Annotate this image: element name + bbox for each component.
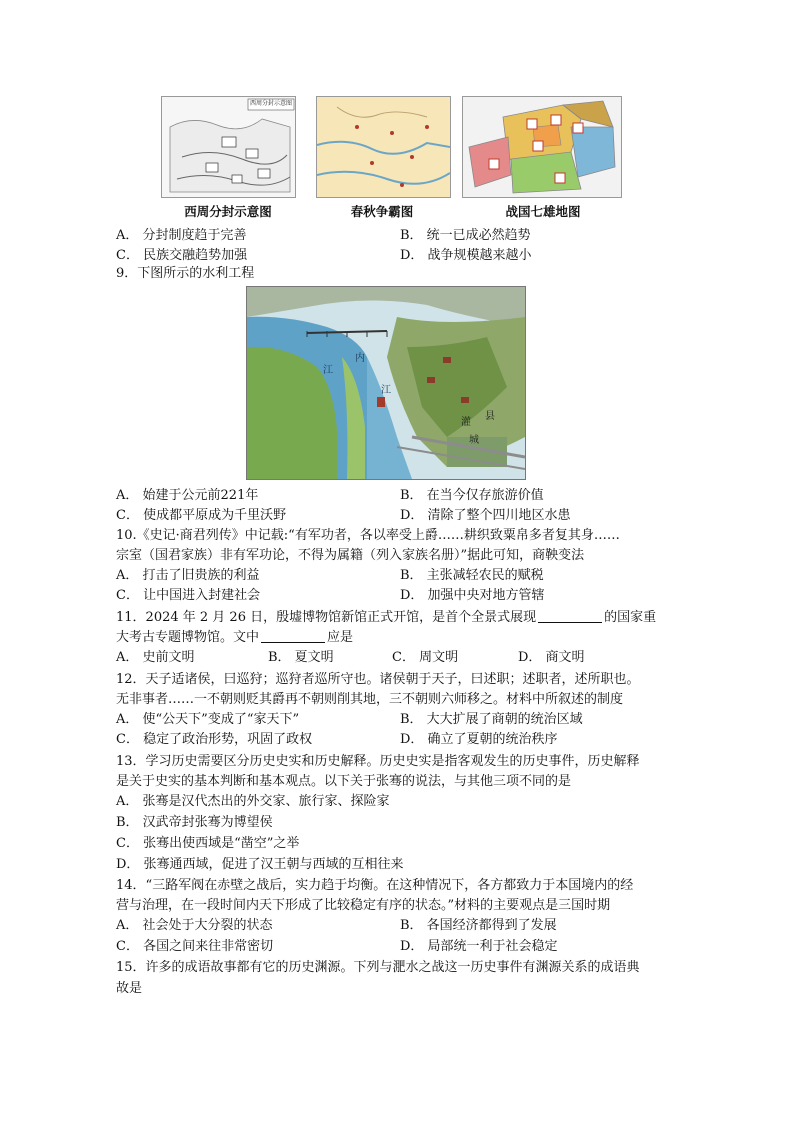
q11-option-a[interactable]: A． 史前文明 [116, 650, 195, 665]
q12-option-c[interactable]: C． 稳定了政治形势，巩固了政权 [116, 732, 313, 747]
q11-text-b: 的国家重 [604, 610, 657, 625]
q11-option-c[interactable]: C． 周文明 [392, 650, 459, 665]
q11-text-c: 大考古专题博物馆。文中 [116, 630, 260, 645]
map-label-river-1: 江 [323, 365, 333, 376]
map1-caption: 西周分封示意图 [184, 204, 272, 219]
q9-stem: 9．下图所示的水利工程 [116, 266, 255, 281]
q10-option-c[interactable]: C． 让中国进入封建社会 [116, 588, 261, 603]
q11-text-d: 应是 [327, 630, 354, 645]
q8-option-c[interactable]: C． 民族交融趋势加强 [116, 248, 248, 263]
q13-option-d[interactable]: D． 张骞通西域，促进了汉王朝与西域的互相往来 [116, 857, 404, 872]
q14-option-d[interactable]: D． 局部统一利于社会稳定 [400, 939, 558, 954]
map2-caption: 春秋争霸图 [350, 204, 414, 219]
q12-stem-line2: 无非事者……一不朝则贬其爵再不朝则削其地，三不朝则六师移之。材料中所叙述的制度 [116, 692, 624, 707]
q13-option-b[interactable]: B． 汉武帝封张骞为博望侯 [116, 815, 273, 830]
q13-option-c[interactable]: C． 张骞出使西域是“凿空”之举 [116, 836, 300, 851]
q12-option-b[interactable]: B． 大大扩展了商朝的统治区域 [400, 712, 583, 727]
q11-stem-line1 [116, 608, 656, 628]
dujiangyan-illustration [246, 286, 526, 480]
map-label-city-1: 灌 [461, 417, 471, 428]
q15-stem-line1: 15．许多的成语故事都有它的历史渊源。下列与淝水之战这一历史事件有渊源关系的成语典 [116, 960, 640, 975]
q9-option-b[interactable]: B． 在当今仅存旅游价值 [400, 488, 544, 503]
q14-stem-line2: 营与治理，在一段时间内天下形成了比较稳定有序的状态。”材料的主要观点是三国时期 [116, 898, 611, 913]
map1-title: 西周分封示意图 [250, 100, 293, 107]
q10-stem-line1: 10.《史记·商君列传》中记载:“有军功者，各以率受上爵……耕织致粟帛多者复其身…… [116, 528, 620, 543]
q12-stem-line1: 12．天子适诸侯，曰巡狩；巡狩者巡所守也。诸侯朝于天子，曰述职；述职者，述所职也。 [116, 672, 640, 687]
q13-stem-line2: 是关于史实的基本判断和基本观点。以下关于张骞的说法，与其他三项不同的是 [116, 774, 572, 789]
q10-option-d[interactable]: D． 加强中央对地方管辖 [400, 588, 545, 603]
q11-option-b[interactable]: B． 夏文明 [268, 650, 334, 665]
q9-option-c[interactable]: C． 使成都平原成为千里沃野 [116, 508, 287, 523]
map-label-river-3: 江 [381, 385, 391, 396]
q13-option-a[interactable]: A． 张骞是汉代杰出的外交家、旅行家、探险家 [116, 794, 390, 809]
spring-autumn-map [316, 96, 451, 198]
q11-blank-2 [261, 628, 325, 643]
q10-option-b[interactable]: B． 主张减轻农民的赋税 [400, 568, 544, 583]
q8-option-b[interactable]: B． 统一已成必然趋势 [400, 228, 531, 243]
q13-stem-line1: 13．学习历史需要区分历史史实和历史解释。历史史实是指客观发生的历史事件，历史解释 [116, 754, 640, 769]
map-strip [158, 96, 628, 222]
q15-stem-line2: 故是 [116, 981, 143, 996]
q12-option-d[interactable]: D． 确立了夏朝的统治秩序 [400, 732, 558, 747]
q11-text-a: 11．2024 年 2 月 26 日，殷墟博物馆新馆正式开馆，是首个全景式展现 [116, 610, 537, 625]
q8-option-a[interactable]: A． 分封制度趋于完善 [116, 228, 247, 243]
q14-option-b[interactable]: B． 各国经济都得到了发展 [400, 918, 557, 933]
q11-blank-1 [538, 608, 602, 623]
q14-option-a[interactable]: A． 社会处于大分裂的状态 [116, 918, 273, 933]
q10-option-a[interactable]: A． 打击了旧贵族的利益 [116, 568, 260, 583]
q10-stem-line2: 宗室（国君家族）非有军功论，不得为属籍（列入家族名册）”据此可知，商鞅变法 [116, 548, 585, 563]
map-label-city-2: 县 [485, 411, 495, 422]
q14-stem-line1: 14．“三路军阀在赤壁之战后，实力趋于均衡。在这种情况下，各方都致力于本国境内的经 [116, 878, 634, 893]
q12-option-a[interactable]: A． 使“公天下”变成了“家天下” [116, 712, 300, 727]
q9-option-d[interactable]: D． 清除了整个四川地区水患 [400, 508, 571, 523]
q14-option-c[interactable]: C． 各国之间来往非常密切 [116, 939, 274, 954]
q9-option-a[interactable]: A． 始建于公元前221年 [116, 488, 259, 503]
q11-option-d[interactable]: D． 商文明 [518, 650, 585, 665]
western-zhou-map [161, 96, 296, 198]
warring-states-map [462, 96, 622, 198]
map-label-river-2: 内 [355, 353, 365, 364]
q8-option-d[interactable]: D． 战争规模越来越小 [400, 248, 532, 263]
q11-stem-line2 [116, 628, 353, 648]
map3-caption: 战国七雄地图 [505, 204, 581, 219]
map-label-city-3: 城 [469, 435, 479, 446]
